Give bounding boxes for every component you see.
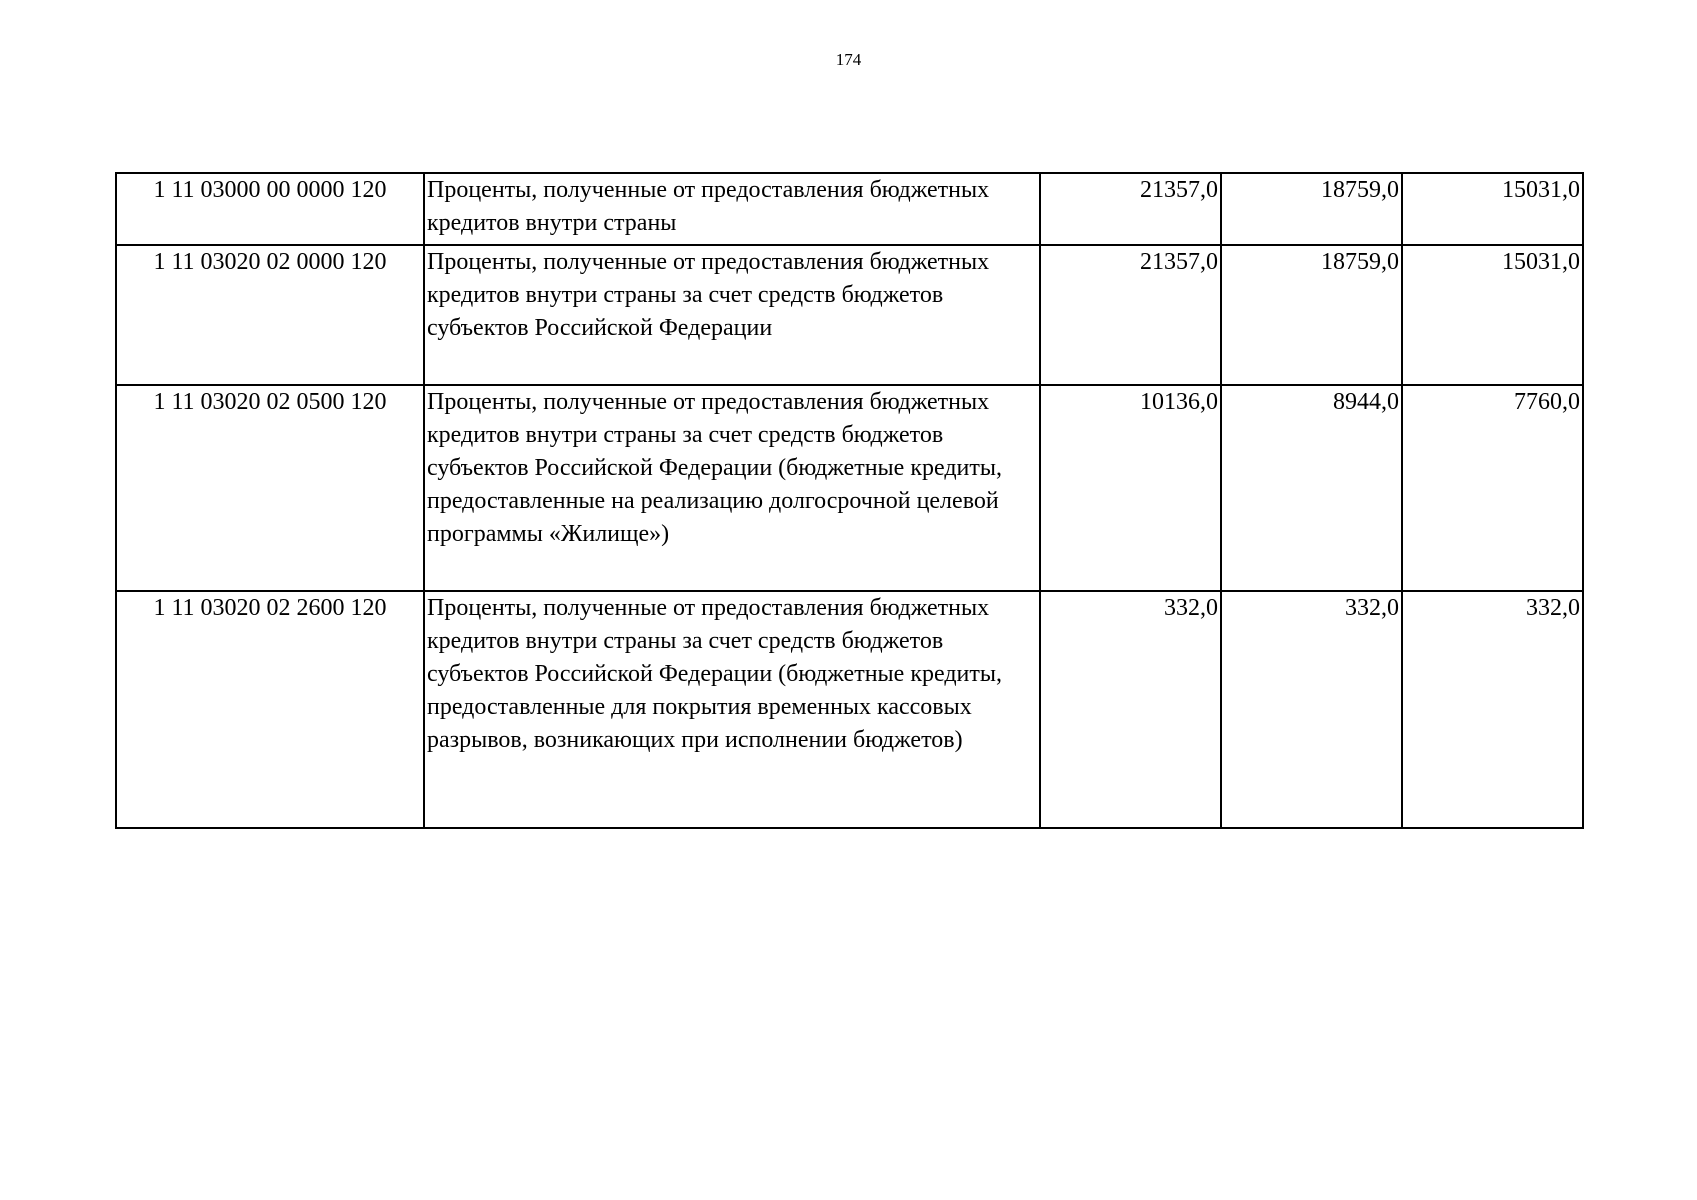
budget-code-cell: 1 11 03020 02 0000 120 [116, 245, 424, 385]
description-cell: Проценты, полученные от предоставления бюджетных кредитов внутри страны за счет средств бюджетов субъектов Российской Федерации [424, 245, 1040, 385]
value-cell-3: 15031,0 [1402, 245, 1583, 385]
page-number: 174 [835, 50, 862, 69]
value-cell-3: 332,0 [1402, 591, 1583, 828]
value-cell-2: 332,0 [1221, 591, 1402, 828]
table-row [116, 385, 1583, 591]
value-cell-1: 21357,0 [1040, 173, 1221, 245]
value-cell-1: 332,0 [1040, 591, 1221, 828]
budget-code-cell: 1 11 03020 02 0500 120 [116, 385, 424, 591]
value-cell-1: 21357,0 [1040, 245, 1221, 385]
budget-revenue-table [115, 172, 1584, 829]
description-cell: Проценты, полученные от предоставления бюджетных кредитов внутри страны за счет средств бюджетов субъектов Российской Федерации (бюджетные кредиты, предоставленные для покрытия временных кассовых разрывов, возникающих при исполнении бюджетов) [424, 591, 1040, 828]
value-cell-3: 15031,0 [1402, 173, 1583, 245]
table-row [116, 591, 1583, 828]
table-row [116, 173, 1583, 245]
budget-code-cell: 1 11 03000 00 0000 120 [116, 173, 424, 245]
description-cell: Проценты, полученные от предоставления бюджетных кредитов внутри страны [424, 173, 1040, 245]
value-cell-1: 10136,0 [1040, 385, 1221, 591]
value-cell-3: 7760,0 [1402, 385, 1583, 591]
budget-code-cell: 1 11 03020 02 2600 120 [116, 591, 424, 828]
value-cell-2: 18759,0 [1221, 173, 1402, 245]
table-row [116, 245, 1583, 385]
description-cell: Проценты, полученные от предоставления бюджетных кредитов внутри страны за счет средств бюджетов субъектов Российской Федерации (бюджетные кредиты, предоставленные на реализацию долгосрочной целевой программы «Жилище») [424, 385, 1040, 591]
value-cell-2: 8944,0 [1221, 385, 1402, 591]
value-cell-2: 18759,0 [1221, 245, 1402, 385]
